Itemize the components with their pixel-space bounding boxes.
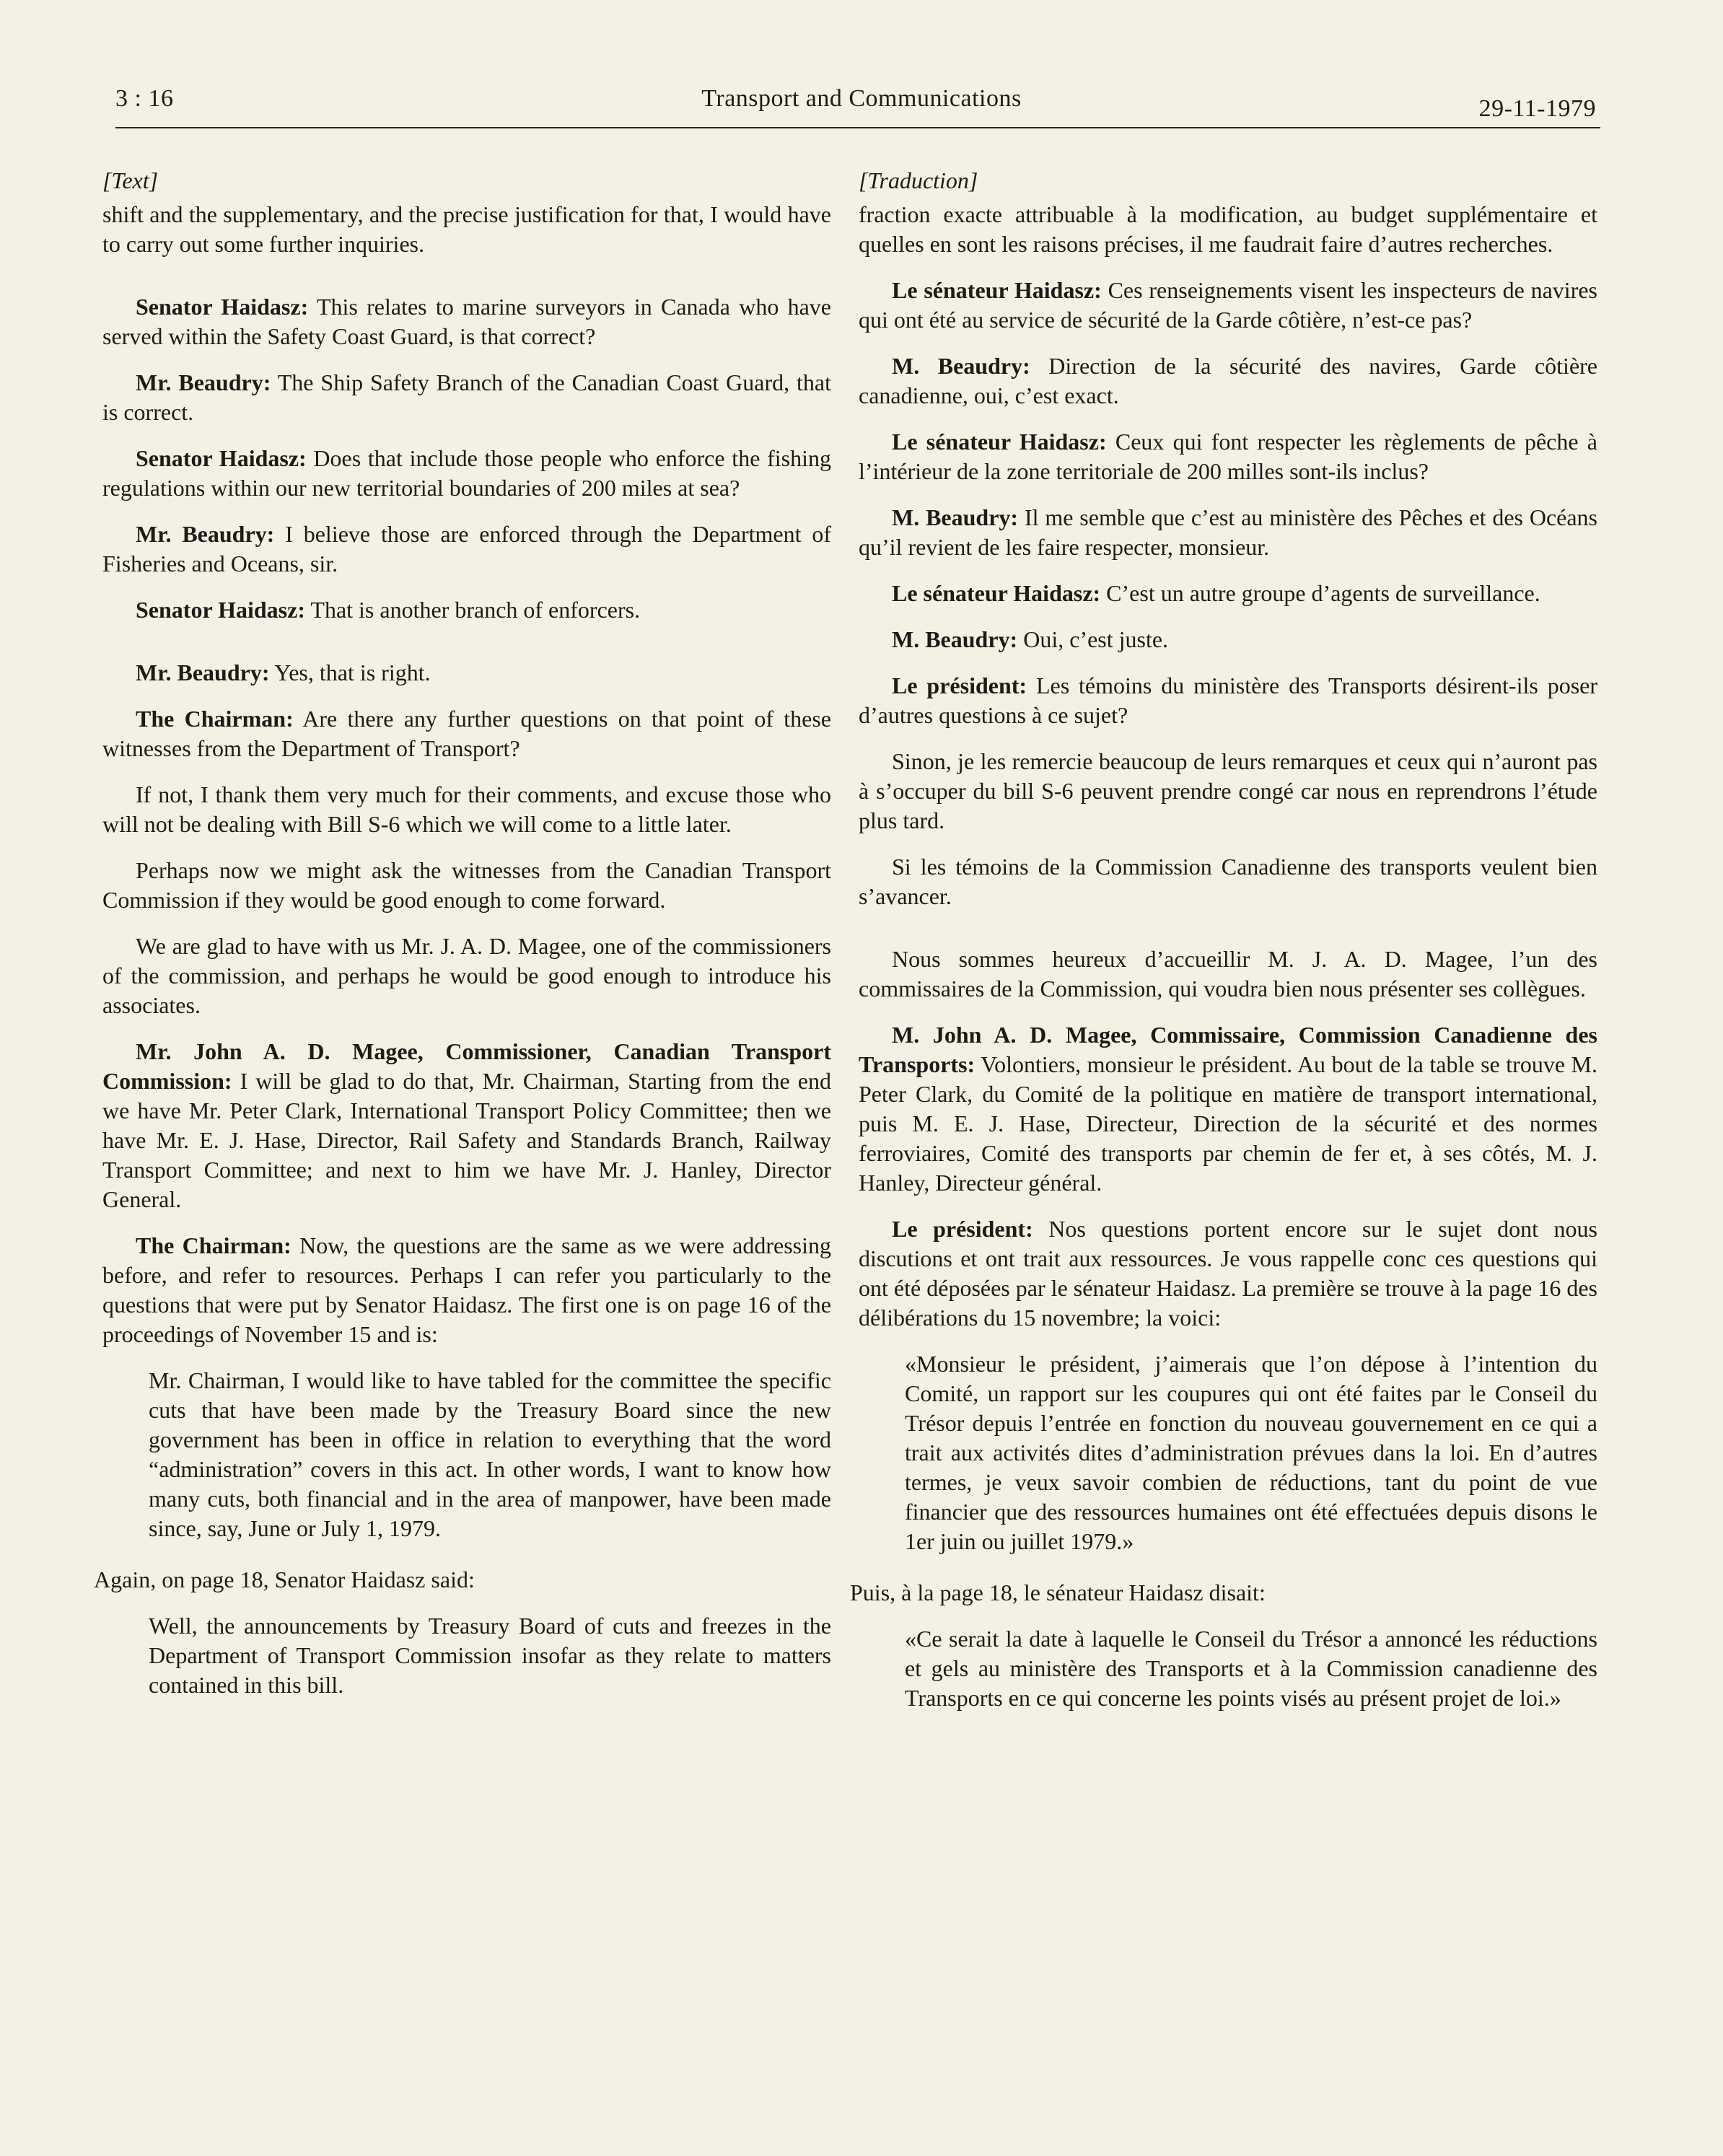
speech	[102, 1037, 831, 1214]
english-column	[94, 166, 832, 1722]
paragraph: Nous sommes heureux d’accueillir M. J. A. D. Magee, l’un des commissaires de la Commission, qui voudra bien nous présenter ses collègues.	[859, 946, 1597, 1002]
speech	[859, 351, 1597, 411]
speech-text: Does that include those people who enforce the fishing regulations within our new territorial boundaries of 200 miles at sea?	[102, 445, 832, 501]
speech	[859, 1214, 1597, 1333]
speaker: Le sénateur Haidasz:	[892, 580, 1101, 606]
speaker: Mr. Beaudry:	[136, 521, 275, 547]
block-quote: Mr. Chairman, I would like to have tabled for the committee the specific cuts that have been made by the Treasury Board since the new government has been in office in relation to everything that the word “administration” covers in this act. In other words, I want to know how many cuts, both financial and in the area of manpower, have been made since, say, June or July 1, 1979.	[149, 1367, 831, 1541]
speech	[859, 1020, 1597, 1198]
paragraph: Puis, à la page 18, le sénateur Haidasz disait:	[850, 1579, 1266, 1605]
speech	[102, 1231, 831, 1349]
speech-text: Il me semble que c’est au ministère des Pêches et des Océans qu’il revient de les faire respecter, monsieur.	[859, 504, 1598, 560]
speech	[859, 579, 1597, 608]
speaker: Mr. John A. D. Magee, Commissioner, Canadian Transport Commission:	[102, 1038, 831, 1094]
speaker: Mr. Beaudry:	[136, 369, 271, 395]
speech	[859, 276, 1597, 335]
speech	[859, 625, 1597, 654]
speech-text: Oui, c’est juste.	[1017, 626, 1169, 652]
speech-text: That is another branch of enforcers.	[304, 597, 641, 623]
speaker: The Chairman:	[136, 1232, 291, 1258]
speaker: M. Beaudry:	[892, 353, 1030, 379]
french-column	[850, 166, 1598, 1735]
speaker: M. Beaudry:	[892, 626, 1018, 652]
running-title: Transport and Communications	[701, 85, 1022, 112]
speaker: Le président:	[892, 672, 1027, 698]
speech-text: Ces renseignements visent les inspecteurs de navires qui ont été au service de sécurité de la Garde côtière, n’est-ce pas?	[859, 277, 1598, 333]
speech	[859, 671, 1597, 730]
speech-text: Les témoins du ministère des Transports désirent-ils poser d’autres questions à ce sujet?	[859, 672, 1597, 728]
speech	[102, 444, 831, 503]
speaker: The Chairman:	[136, 706, 294, 732]
paragraph: shift and the supplementary, and the precise justification for that, I would have to carry out some further inquiries.	[102, 201, 831, 257]
page-number: 3 : 16	[115, 85, 174, 112]
speaker: Senator Haidasz:	[136, 597, 305, 623]
speech-text: Ceux qui font respecter les règlements de pêche à l’intérieur de la zone territoriale de 200 milles sont-ils inclus?	[859, 429, 1598, 484]
speaker: M. John A. D. Magee, Commissaire, Commission Canadienne des Transports:	[859, 1022, 1597, 1077]
speech	[859, 427, 1597, 486]
speech-text: Are there any further questions on that point of these witnesses from the Department of Transport?	[102, 706, 832, 761]
speaker: Le sénateur Haidasz:	[892, 429, 1107, 455]
block-quote: Well, the announcements by Treasury Board of cuts and freezes in the Department of Transport Commission insofar as they relate to matters contained in this bill.	[149, 1613, 831, 1698]
speech-text: Direction de la sécurité des navires, Garde côtière canadienne, oui, c’est exact.	[859, 353, 1598, 408]
paragraph: Si les témoins de la Commission Canadienne des transports veulent bien s’avancer.	[859, 854, 1597, 909]
speech	[859, 503, 1597, 562]
paragraph: Sinon, je les remercie beaucoup de leurs remarques et ceux qui n’auront pas à s’occuper du bill S-6 peuvent prendre congé car nous en reprendrons l’étude plus tard.	[859, 748, 1597, 833]
speech	[102, 292, 831, 351]
speaker: Mr. Beaudry:	[136, 659, 270, 685]
speech-text: C’est un autre groupe d’agents de surveillance.	[1100, 580, 1540, 606]
speaker: Le président:	[892, 1216, 1033, 1242]
speech	[102, 595, 831, 625]
paragraph: Perhaps now we might ask the witnesses from the Canadian Transport Commission if they would be good enough to come forward.	[102, 857, 831, 913]
paragraph: We are glad to have with us Mr. J. A. D. Magee, one of the commissioners of the commission, and perhaps he would be good enough to introduce his associates.	[102, 933, 831, 1018]
speech-text: Nos questions portent encore sur le sujet dont nous discutions et ont trait aux ressources. Je vous rappelle conc ces questions qui ont été déposées par le sénateur Haidasz. La première se trouve à la page 16 des délibérations du 15 novembre; la voici:	[859, 1216, 1598, 1331]
page-date: 29-11-1979	[1478, 95, 1596, 122]
column-tag: [Traduction]	[859, 167, 978, 193]
block-quote: «Ce serait la date à laquelle le Conseil du Trésor a annoncé les réductions et gels au ministère des Transports et à la Commission canadienne des Transports en ce qui concerne les points visés au présent projet de loi.»	[905, 1626, 1597, 1711]
speech-text: This relates to marine surveyors in Canada who have served within the Safety Coast Guard, is that correct?	[102, 294, 832, 349]
speech-text: Yes, that is right.	[269, 659, 431, 685]
speech-text: Volontiers, monsieur le président. Au bout de la table se trouve M. Peter Clark, du Comité de la politique en matière de transport international, puis M. E. J. Hase, Directeur, Direction de la sécurité et des normes ferroviaires, Comité des transports par chemin de fer et, à ses côtés, M. J. Hanley, Directeur général.	[859, 1051, 1597, 1196]
paragraph: fraction exacte attribuable à la modification, au budget supplémentaire et quelles en sont les raisons précises, il me faudrait faire d’autres recherches.	[859, 201, 1597, 257]
speech-text: The Ship Safety Branch of the Canadian Coast Guard, that is correct.	[102, 369, 832, 425]
speech	[102, 704, 831, 763]
header-rule	[115, 127, 1600, 128]
speaker: Le sénateur Haidasz:	[892, 277, 1102, 303]
speech	[102, 368, 831, 427]
speech-text: Now, the questions are the same as we were addressing before, and refer to resources. Perhaps I can refer you particularly to the questions that were put by Senator Haidasz. The first one is on page 16 of the proceedings of November 15 and is:	[102, 1232, 832, 1347]
block-quote: «Monsieur le président, j’aimerais que l’on dépose à l’intention du Comité, un rapport sur les coupures qui ont été faites par le Conseil du Trésor depuis l’entrée en fonction du nouveau gouvernement en ce qui a trait aux activités dites d’administration prévues dans la loi. En d’autres termes, je veux savoir combien de réductions, tant du point de vue financier que des ressources humaines ont été effectuées depuis disons le 1er juin ou juillet 1979.»	[905, 1351, 1597, 1554]
column-tag: [Text]	[102, 167, 159, 193]
paragraph: If not, I thank them very much for their comments, and excuse those who will not be dealing with Bill S-6 which we will come to a little later.	[102, 781, 831, 837]
speech	[102, 658, 831, 688]
speech-text: I will be glad to do that, Mr. Chairman, Starting from the end we have Mr. Peter Clark, International Transport Policy Committee; then we have Mr. E. J. Hase, Director, Rail Safety and Standards Branch, Railway Transport Committee; and next to him we have Mr. J. Hanley, Director General.	[102, 1068, 831, 1212]
speaker: Senator Haidasz:	[136, 294, 309, 320]
speaker: M. Beaudry:	[892, 504, 1019, 530]
speaker: Senator Haidasz:	[136, 445, 307, 471]
paragraph: Again, on page 18, Senator Haidasz said:	[94, 1566, 475, 1592]
speech	[102, 520, 831, 579]
speech-text: I believe those are enforced through the Department of Fisheries and Oceans, sir.	[102, 521, 832, 577]
